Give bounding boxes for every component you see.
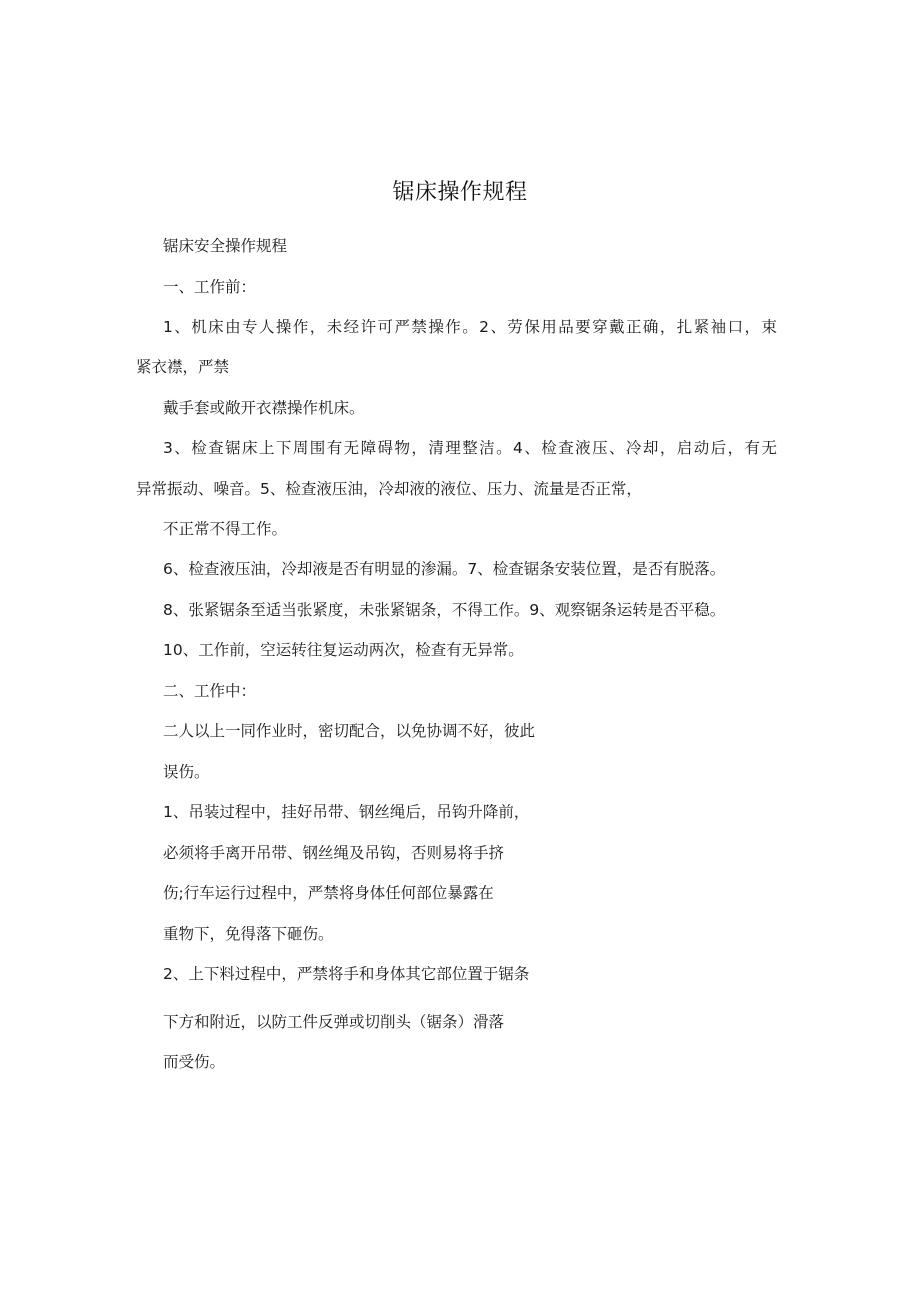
- section-heading-during-work: 二、工作中：: [163, 682, 257, 700]
- text-line: 而受伤。: [163, 1053, 226, 1071]
- subtitle-line: 锯床安全操作规程: [163, 237, 288, 255]
- text-line: 1、吊装过程中，挂好吊带、钢丝绳后，吊钩升降前，: [163, 803, 530, 821]
- text-line: 不正常不得工作。: [163, 520, 288, 538]
- text-line: 二人以上一同作业时，密切配合，以免协调不好，彼此: [163, 722, 536, 740]
- document-title: 锯床操作规程: [392, 180, 528, 205]
- text-line: 必须将手离开吊带、钢丝绳及吊钩，否则易将手挤: [163, 844, 505, 862]
- text-line: 8、张紧锯条至适当张紧度，未张紧锯条，不得工作。9、观察锯条运转是否平稳。: [163, 601, 726, 619]
- text-line: 异常振动、噪音。5、检查液压油，冷却液的液位、压力、流量是否正常，: [136, 480, 642, 498]
- text-line: 戴手套或敞开衣襟操作机床。: [163, 399, 365, 417]
- text-line: 1、机床由专人操作，未经许可严禁操作。2、劳保用品要穿戴正确，扎紧袖口，束: [163, 318, 777, 336]
- text-line: 伤;行车运行过程中，严禁将身体任何部位暴露在: [163, 884, 494, 902]
- text-line: 3、检查锯床上下周围有无障碍物，清理整洁。4、检查液压、冷却，启动后，有无: [163, 439, 777, 457]
- text-line: 下方和附近，以防工件反弹或切削头（锯条）滑落: [163, 1013, 505, 1031]
- text-line: 误伤。: [163, 763, 210, 781]
- section-heading-before-work: 一、工作前：: [163, 278, 257, 296]
- text-line: 紧衣襟，严禁: [136, 358, 230, 376]
- text-line: 10、工作前，空运转往复运动两次，检查有无异常。: [163, 641, 524, 659]
- text-line: 6、检查液压油，冷却液是否有明显的渗漏。7、检查锯条安装位置，是否有脱落。: [163, 560, 726, 578]
- text-line: 重物下，免得落下砸伤。: [163, 925, 334, 943]
- text-line: 2、上下料过程中，严禁将手和身体其它部位置于锯条: [163, 965, 530, 983]
